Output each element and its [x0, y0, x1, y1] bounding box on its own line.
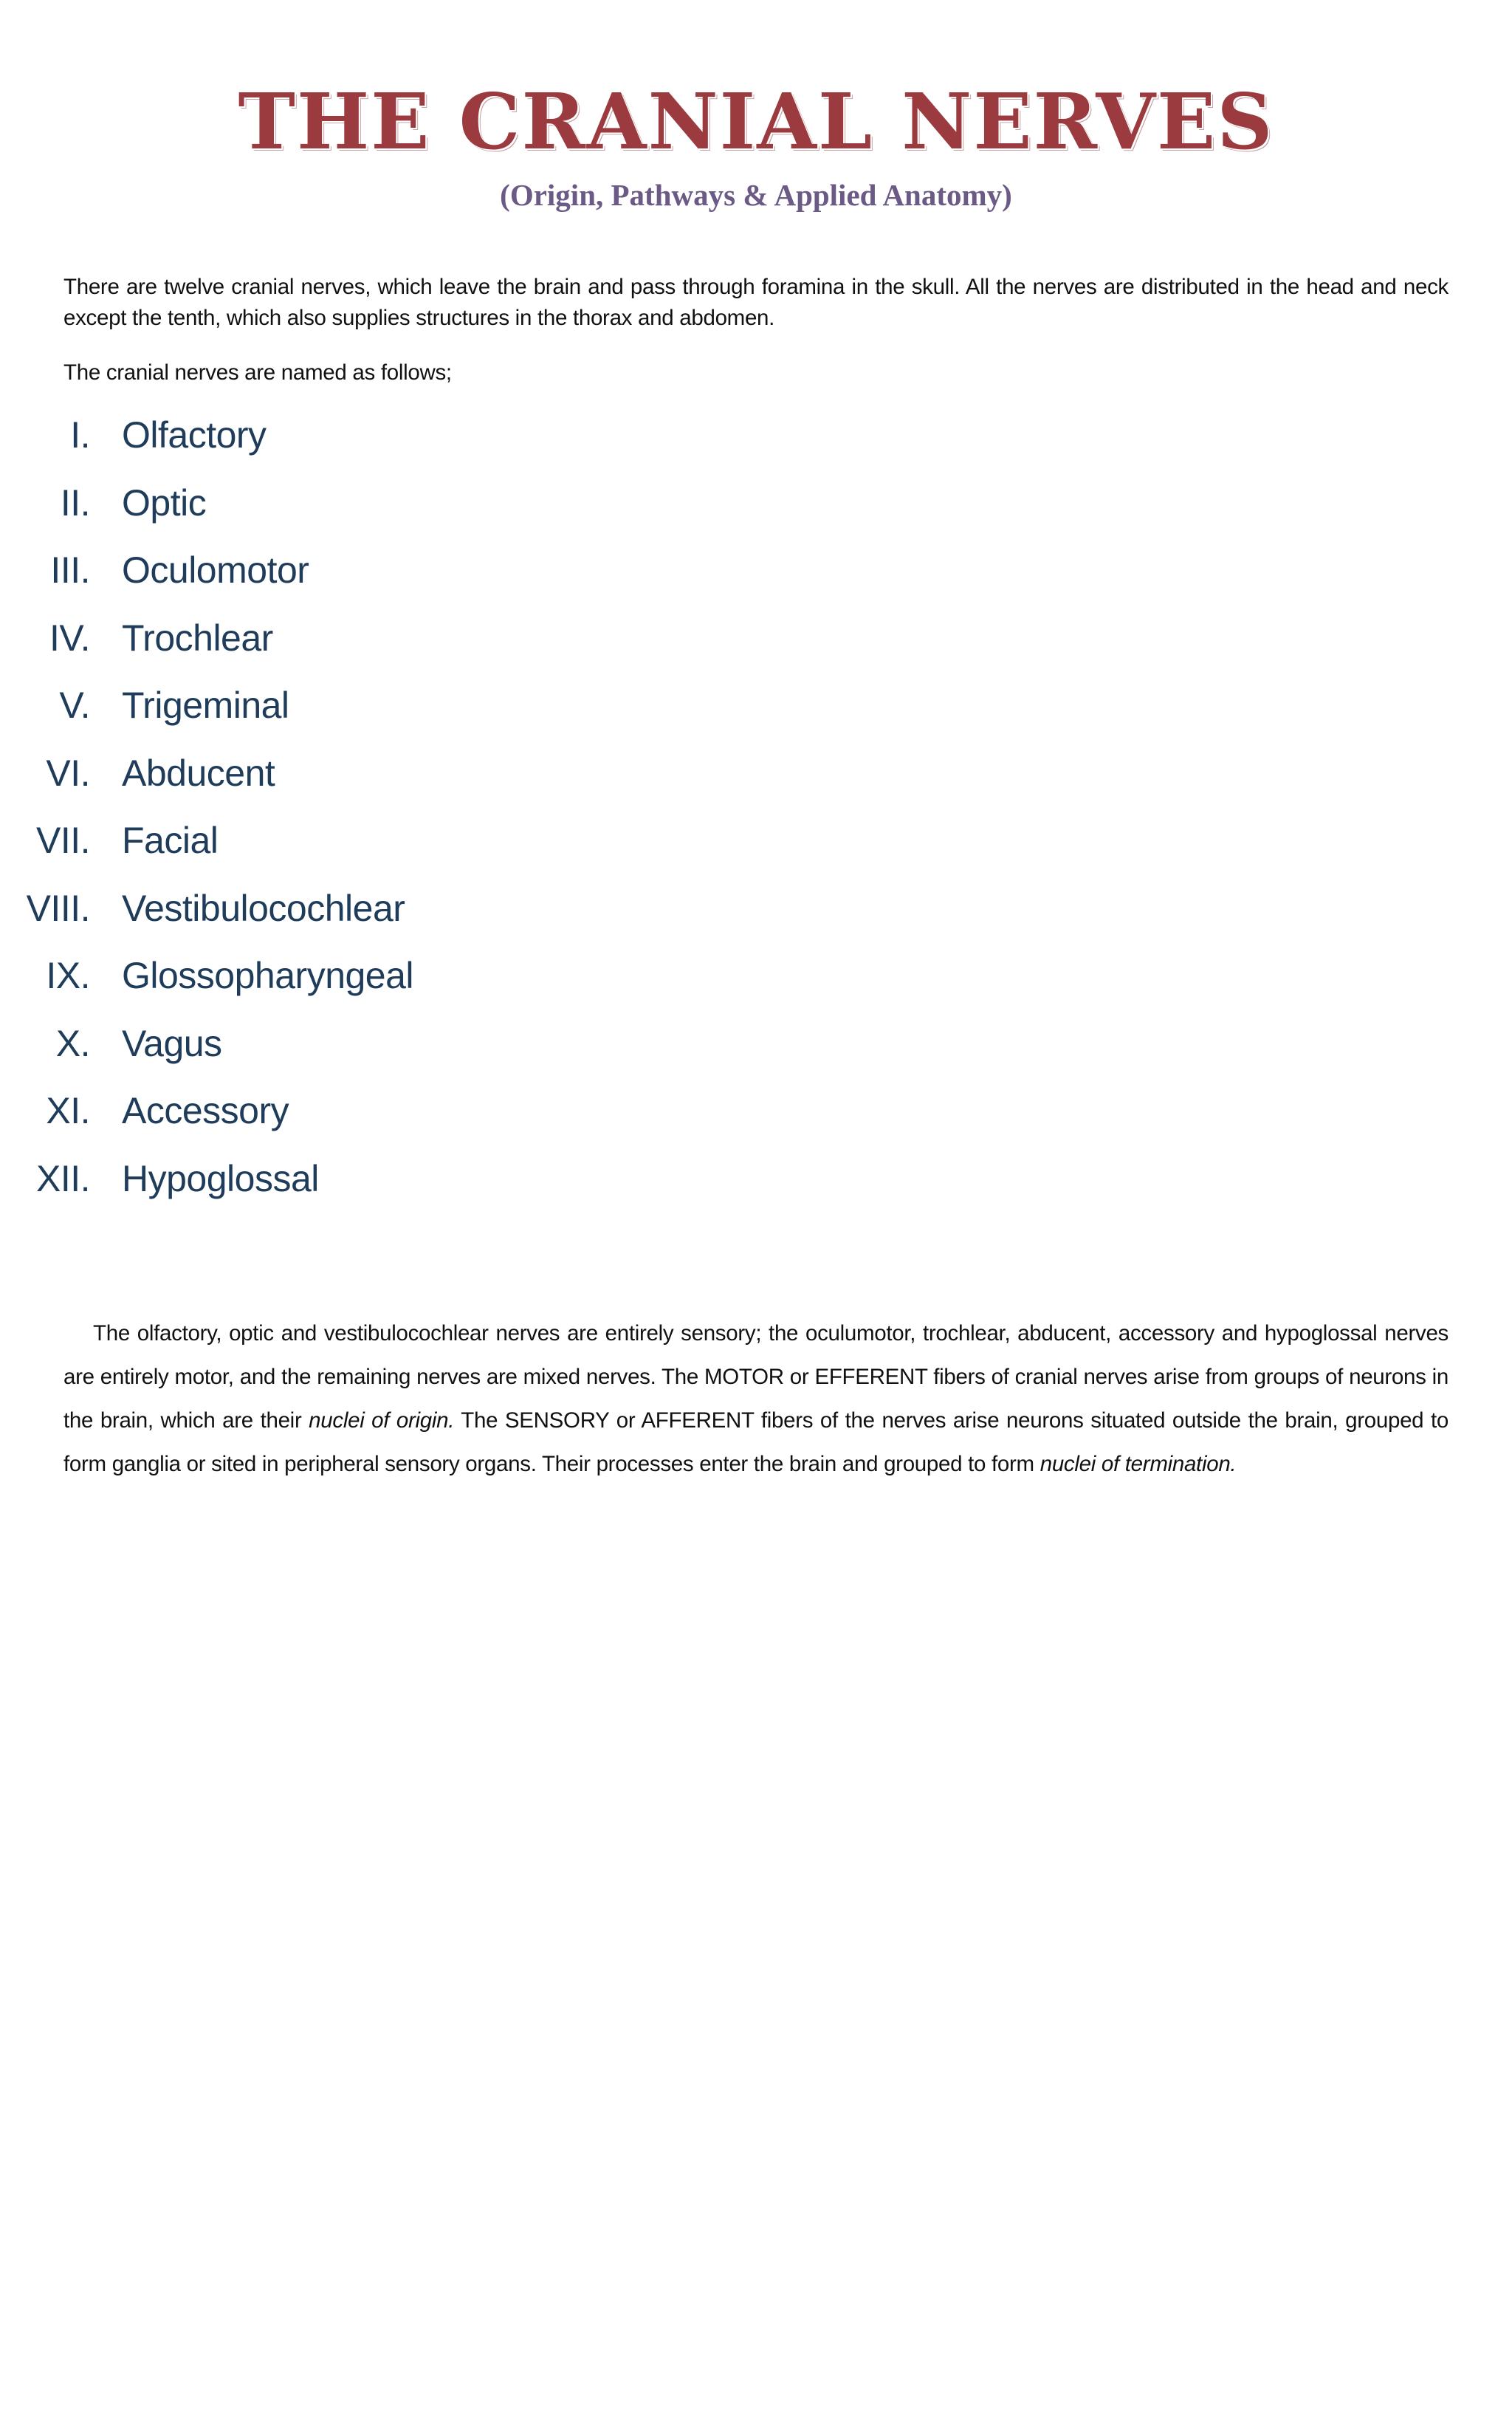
nerve-name: Trochlear: [122, 617, 273, 659]
nerve-list-item: [0, 747, 664, 815]
nerve-list-item: [0, 1153, 664, 1221]
named-as-follows-text: The cranial nerves are named as follows;: [63, 360, 452, 385]
nerve-list-item: [0, 1018, 664, 1086]
nerve-numeral: VI.: [46, 752, 90, 794]
nerve-name: Accessory: [122, 1090, 289, 1131]
term-nuclei-of-termination: nuclei of termination.: [1040, 1452, 1237, 1476]
nerve-numeral: VIII.: [26, 887, 90, 929]
nerve-numeral: XII.: [35, 1157, 90, 1199]
intro-paragraph: There are twelve cranial nerves, which leave the brain and pass through foramina in the skull. All the nerves are distributed in the head and neck except the tenth, which also supplies structures in the thorax and abdomen.: [63, 275, 1449, 330]
nerve-list-item: [0, 882, 664, 950]
document-title: THE CRANIAL NERVES: [238, 76, 1274, 167]
term-nuclei-of-origin: nuclei of origin.: [309, 1408, 455, 1433]
nerve-name: Trigeminal: [122, 685, 289, 726]
nerve-numeral: VII.: [35, 820, 90, 861]
nerve-numeral: IX.: [46, 955, 90, 996]
function-text-part-2: The SENSORY or AFFERENT fibers of the nerves arise neurons situated outside the brain, grouped to form ganglia or sited in peripheral sensory organs. Their processes enter the brain and grouped to form: [63, 1408, 1449, 1476]
nerve-list-item: [0, 679, 664, 747]
nerve-name: Oculomotor: [122, 549, 309, 591]
cranial-nerve-list: [0, 409, 664, 1220]
nerve-numeral: I.: [70, 414, 90, 456]
nerve-name: Facial: [122, 820, 219, 861]
nerve-name: Vagus: [122, 1022, 222, 1064]
nerve-list-item: [0, 950, 664, 1018]
nerve-numeral: II.: [60, 481, 90, 524]
nerve-name: Glossopharyngeal: [122, 955, 414, 996]
nerve-name: Vestibulocochlear: [122, 887, 405, 929]
document-subtitle: (Origin, Pathways & Applied Anatomy): [500, 178, 1012, 212]
function-text-part-1: The olfactory, optic and vestibulocochlear nerves are entirely sensory; the oculumotor, trochlear, abducent, accessory and hypoglossal nerves are entirely motor, and the remaining nerves are mixed nerves. The MOTOR or EFFERENT fibers of cranial nerves arise from groups of neurons in the brain, which are their: [63, 1321, 1449, 1433]
nerve-list-item: [0, 815, 664, 882]
nerve-list-item: [0, 544, 664, 612]
nerve-numeral: XI.: [46, 1090, 90, 1131]
nerve-list-item: [0, 612, 664, 680]
nerve-function-paragraph: [63, 1312, 1449, 1486]
nerve-list-item: [0, 477, 664, 545]
nerve-name: Hypoglossal: [122, 1157, 319, 1199]
nerve-name: Olfactory: [122, 414, 267, 456]
nerve-numeral: X.: [55, 1022, 90, 1064]
nerve-list-item: [0, 1085, 664, 1153]
nerve-name: Abducent: [122, 752, 275, 794]
nerve-name: Optic: [122, 481, 207, 524]
nerve-numeral: IV.: [49, 617, 90, 659]
nerve-numeral: V.: [59, 685, 90, 726]
nerve-list-item: [0, 409, 664, 477]
nerve-numeral: III.: [50, 549, 90, 591]
